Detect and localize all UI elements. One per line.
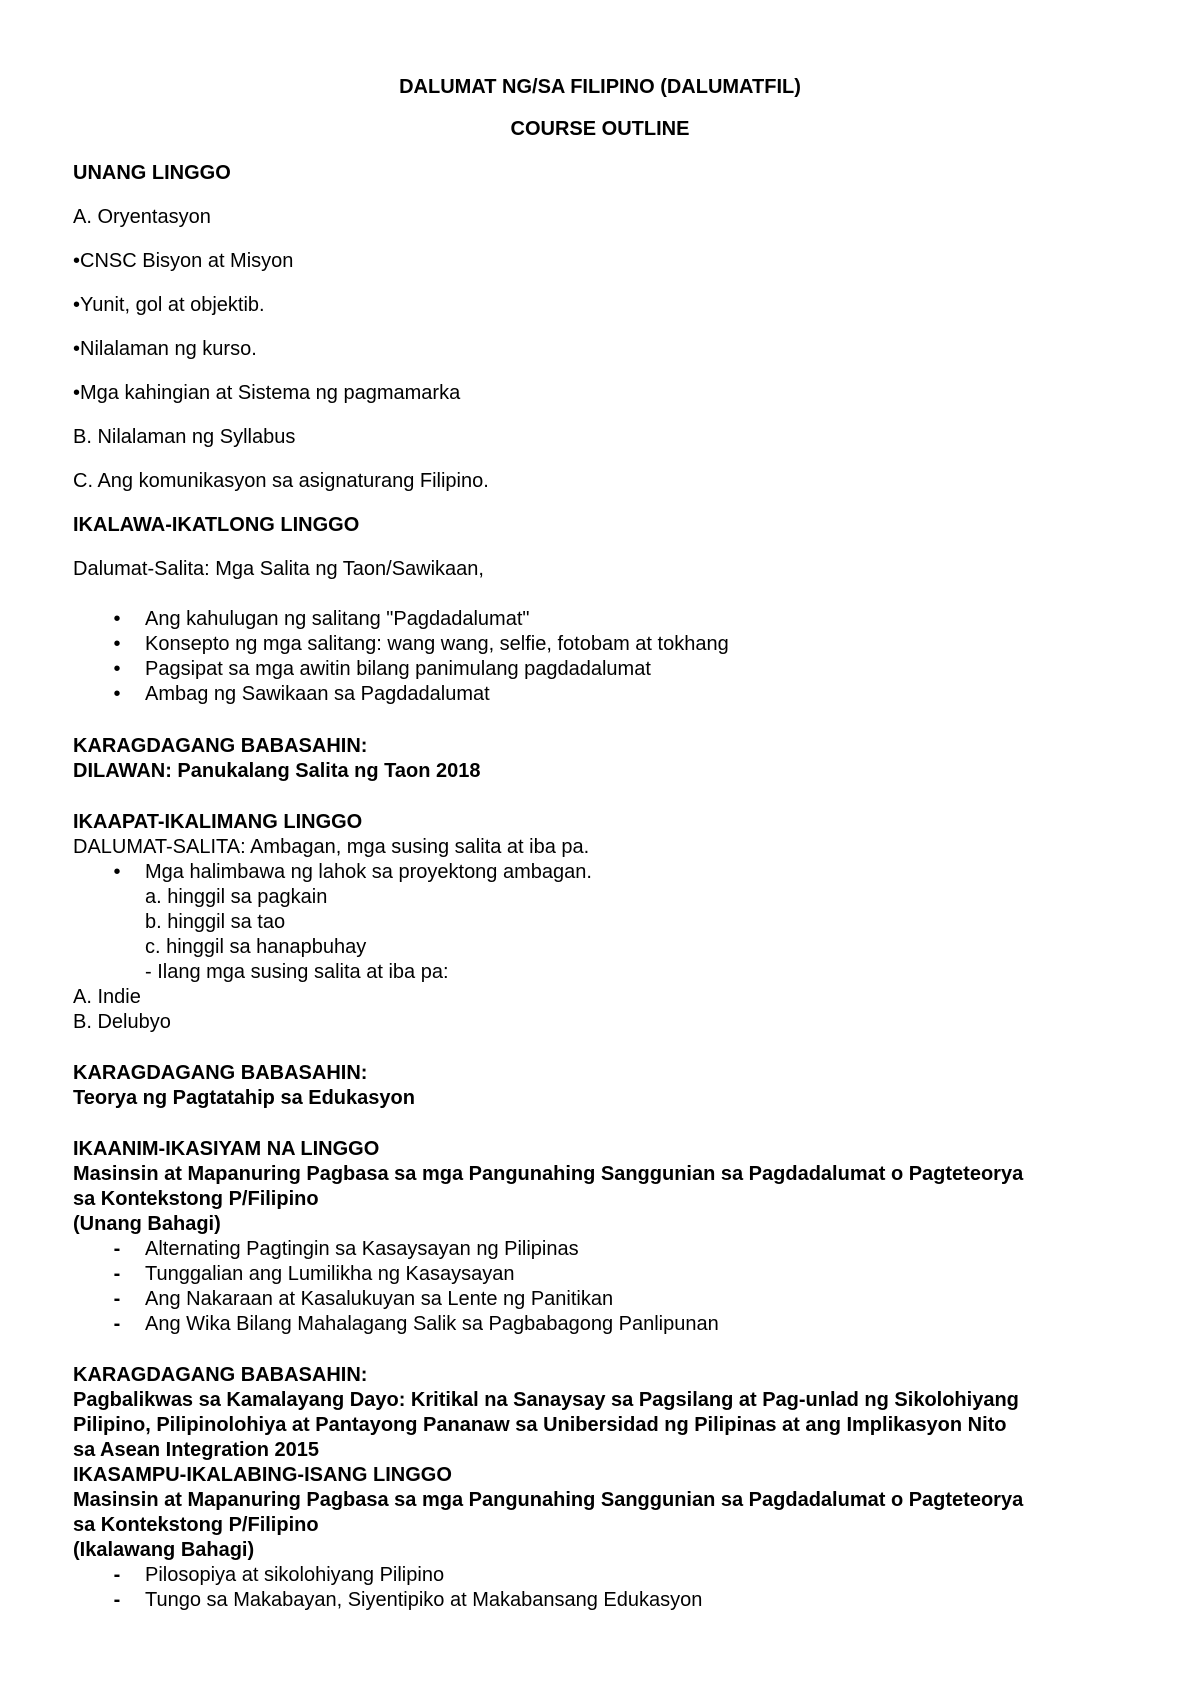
week1-subitem: •CNSC Bisyon at Misyon bbox=[73, 250, 294, 272]
week6-part: (Unang Bahagi) bbox=[73, 1213, 221, 1235]
dash-marker: - bbox=[113, 1564, 121, 1586]
week1-item-a: A. Oryentasyon bbox=[73, 206, 211, 228]
dash-marker: - bbox=[113, 1589, 121, 1611]
dash-marker: - bbox=[113, 1288, 121, 1310]
week6-item: Ang Wika Bilang Mahalagang Salik sa Pagbabagong Panlipunan bbox=[145, 1313, 719, 1335]
week10-title: Masinsin at Mapanuring Pagbasa sa mga Pangunahing Sanggunian sa Pagdadalumat o Pagteteorya bbox=[73, 1489, 1024, 1511]
week6-title: Masinsin at Mapanuring Pagbasa sa mga Pangunahing Sanggunian sa Pagdadalumat o Pagteteorya bbox=[73, 1163, 1024, 1185]
week4-extra-title: Teorya ng Pagtatahip sa Edukasyon bbox=[73, 1087, 415, 1109]
week10-title: sa Kontekstong P/Filipino bbox=[73, 1514, 319, 1536]
week4-bullet: Mga halimbawa ng lahok sa proyektong ambagan. bbox=[145, 861, 592, 883]
week4-subitem: - Ilang mga susing salita at iba pa: bbox=[145, 961, 449, 983]
week1-heading: UNANG LINGGO bbox=[73, 162, 231, 184]
week4-subitem: a. hinggil sa pagkain bbox=[145, 886, 328, 908]
bullet-icon: • bbox=[113, 658, 121, 680]
dash-marker: - bbox=[113, 1263, 121, 1285]
week1-subitem: •Nilalaman ng kurso. bbox=[73, 338, 257, 360]
week2-intro: Dalumat-Salita: Mga Salita ng Taon/Sawikaan, bbox=[73, 558, 484, 580]
week1-subitem: •Mga kahingian at Sistema ng pagmamarka bbox=[73, 382, 461, 404]
week1-subitem: •Yunit, gol at objektib. bbox=[73, 294, 265, 316]
week10-item: Tungo sa Makabayan, Siyentipiko at Makabansang Edukasyon bbox=[145, 1589, 703, 1611]
document-subtitle: COURSE OUTLINE bbox=[510, 118, 690, 140]
week6-extra-line: Pilipino, Pilipinolohiya at Pantayong Pananaw sa Unibersidad ng Pilipinas at ang Implikasyon Nito bbox=[73, 1414, 1007, 1436]
week4-subitem: b. hinggil sa tao bbox=[145, 911, 286, 933]
dash-marker: - bbox=[113, 1238, 121, 1260]
bullet-icon: • bbox=[113, 683, 121, 705]
bullet-icon: • bbox=[113, 861, 121, 883]
dash-marker: - bbox=[113, 1313, 121, 1335]
week6-extra-line: Pagbalikwas sa Kamalayang Dayo: Kritikal na Sanaysay sa Pagsilang at Pag-unlad ng Sikolohiyang bbox=[73, 1389, 1019, 1411]
week6-item: Ang Nakaraan at Kasalukuyan sa Lente ng Panitikan bbox=[145, 1288, 614, 1310]
week6-heading: IKAANIM-IKASIYAM NA LINGGO bbox=[73, 1138, 380, 1160]
week2-extra-title: DILAWAN: Panukalang Salita ng Taon 2018 bbox=[73, 760, 481, 782]
week4-intro: DALUMAT-SALITA: Ambagan, mga susing salita at iba pa. bbox=[73, 836, 590, 858]
week10-heading: IKASAMPU-IKALABING-ISANG LINGGO bbox=[73, 1464, 452, 1486]
week6-extra-line: sa Asean Integration 2015 bbox=[73, 1439, 320, 1461]
week2-bullet: Ang kahulugan ng salitang "Pagdadalumat" bbox=[145, 608, 530, 630]
week2-bullet: Konsepto ng mga salitang: wang wang, selfie, fotobam at tokhang bbox=[145, 633, 729, 655]
bullet-icon: • bbox=[113, 608, 121, 630]
bullet-icon: • bbox=[113, 633, 121, 655]
week6-item: Alternating Pagtingin sa Kasaysayan ng Pilipinas bbox=[145, 1238, 579, 1260]
week4-extra-label: KARAGDAGANG BABASAHIN: bbox=[73, 1062, 368, 1084]
week10-part: (Ikalawang Bahagi) bbox=[73, 1539, 255, 1561]
week4-heading: IKAAPAT-IKALIMANG LINGGO bbox=[73, 811, 363, 833]
week6-extra-label: KARAGDAGANG BABASAHIN: bbox=[73, 1364, 368, 1386]
week1-item-c: C. Ang komunikasyon sa asignaturang Filipino. bbox=[73, 470, 489, 492]
week6-item: Tunggalian ang Lumilikha ng Kasaysayan bbox=[145, 1263, 515, 1285]
week2-bullet: Ambag ng Sawikaan sa Pagdadalumat bbox=[145, 683, 490, 705]
week4-item-a: A. Indie bbox=[73, 986, 141, 1008]
week1-item-b: B. Nilalaman ng Syllabus bbox=[73, 426, 296, 448]
week10-item: Pilosopiya at sikolohiyang Pilipino bbox=[145, 1564, 445, 1586]
week2-extra-label: KARAGDAGANG BABASAHIN: bbox=[73, 735, 368, 757]
week6-title: sa Kontekstong P/Filipino bbox=[73, 1188, 319, 1210]
document-title: DALUMAT NG/SA FILIPINO (DALUMATFIL) bbox=[399, 76, 801, 98]
week4-item-b: B. Delubyo bbox=[73, 1011, 171, 1033]
week2-bullet: Pagsipat sa mga awitin bilang panimulang pagdadalumat bbox=[145, 658, 651, 680]
week2-heading: IKALAWA-IKATLONG LINGGO bbox=[73, 514, 360, 536]
week4-subitem: c. hinggil sa hanapbuhay bbox=[145, 936, 367, 958]
